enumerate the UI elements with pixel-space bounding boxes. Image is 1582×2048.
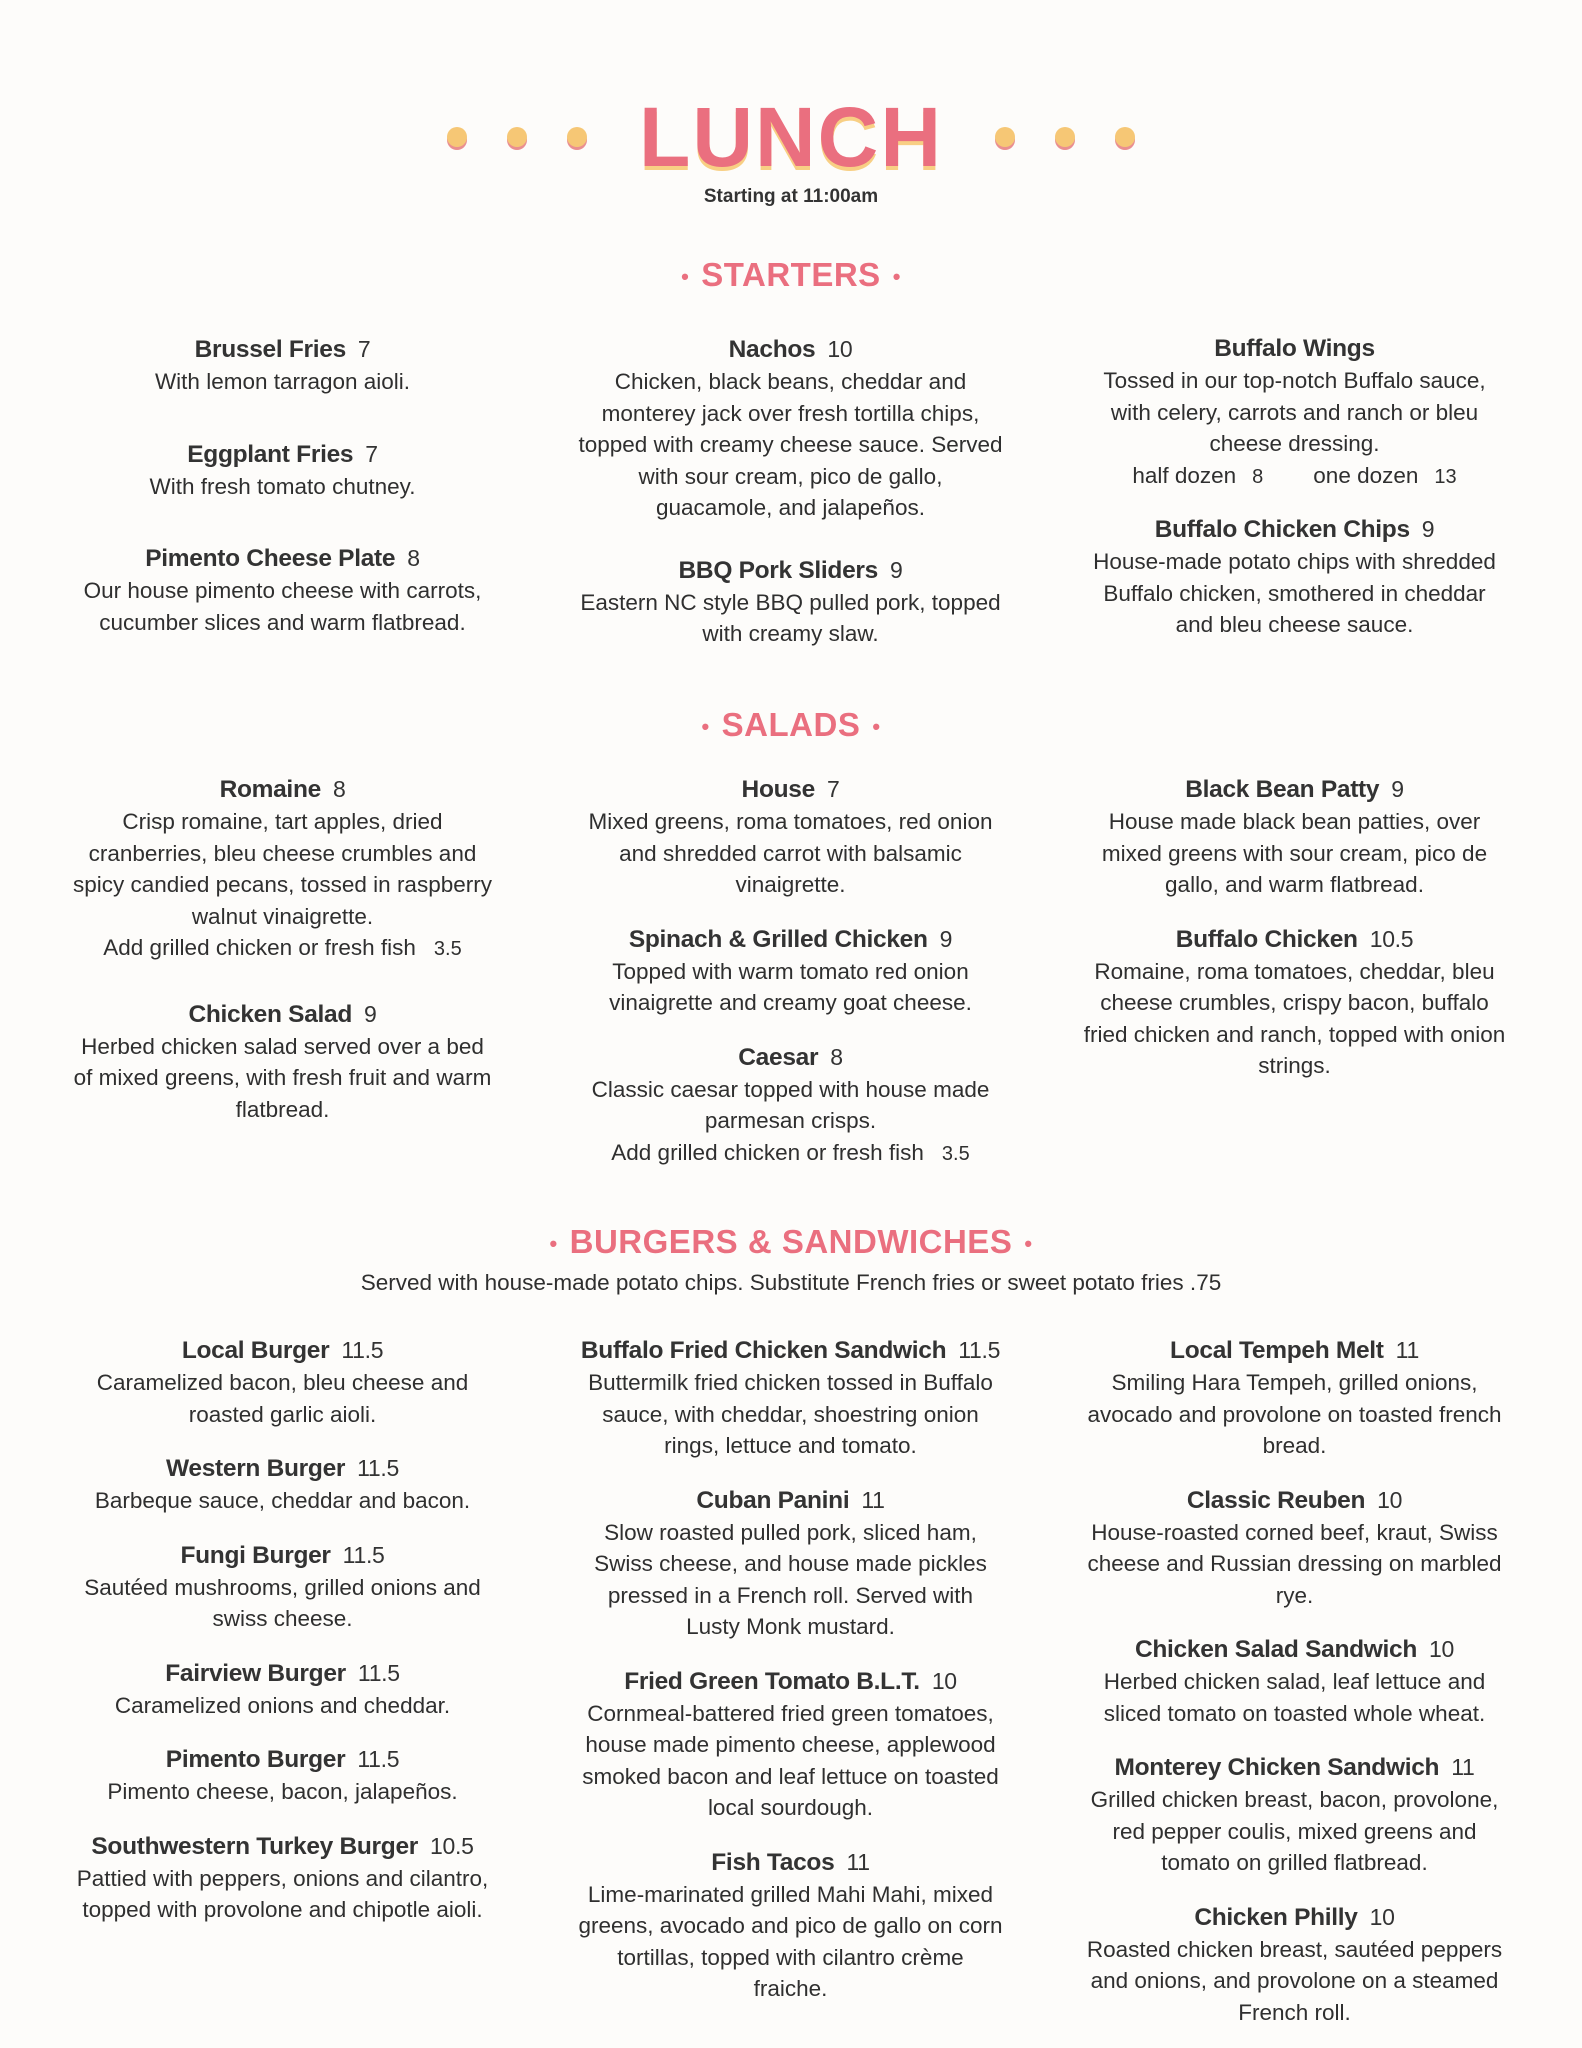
item-price: 10	[931, 1667, 957, 1694]
portion-label: one dozen	[1313, 462, 1419, 488]
item-price: 10	[1369, 1903, 1395, 1930]
item-description: Barbeque sauce, cheddar and bacon.	[94, 1488, 471, 1513]
item-description: Caramelized onions and cheddar.	[114, 1692, 451, 1718]
item-price: 8	[407, 545, 420, 571]
menu-item	[578, 1334, 1003, 1462]
item-price: 10.5	[1369, 925, 1414, 952]
item-description: Sautéed mushrooms, grilled onions and swiss cheese.	[84, 1574, 481, 1631]
item-name: Classic Reuben	[1186, 1486, 1366, 1514]
item-name: Eggplant Fries	[187, 440, 354, 468]
item-name: Southwestern Turkey Burger	[91, 1832, 419, 1860]
item-price: 10.5	[430, 1832, 474, 1859]
menu-item	[1082, 1751, 1507, 1879]
item-price: 7	[357, 336, 371, 362]
menu-item	[578, 333, 1003, 524]
item-price: 9	[939, 925, 953, 952]
item-price: 11.5	[357, 1659, 400, 1686]
menu-item	[70, 542, 495, 638]
item-description: Roasted chicken breast, sautéed peppers and onions, and provolone on a steamed French roll.	[1086, 1936, 1503, 2025]
item-name: Chicken Salad	[188, 1000, 353, 1028]
item-name: BBQ Pork Sliders	[678, 556, 878, 584]
menu-item	[1082, 513, 1507, 641]
item-name: Local Tempeh Melt	[1170, 1337, 1384, 1364]
item-description: Classic caesar topped with house made parmesan crisps.	[591, 1076, 990, 1133]
portion-price: 8	[1252, 465, 1264, 488]
decorative-dot-icon	[995, 127, 1015, 147]
item-description: Mixed greens, roma tomatoes, red onion and shredded carrot with balsamic vinaigrette.	[588, 809, 993, 897]
item-addon: Add grilled chicken or fresh fish 3.5	[611, 1139, 970, 1165]
portion-label: half dozen	[1132, 462, 1237, 488]
menu-item	[1082, 923, 1507, 1082]
item-description: Lime-marinated grilled Mahi Mahi, mixed greens, avocado and pico de gallo on corn tortillas, topped with cilantro crème fraiche.	[578, 1881, 1003, 2001]
menu-item	[1082, 1334, 1507, 1462]
item-price: 10	[827, 336, 853, 362]
starters-middle-column	[578, 333, 1003, 650]
menu-item	[1082, 1633, 1507, 1729]
item-description: With lemon tarragon aioli.	[154, 369, 411, 394]
item-price: 11	[1451, 1754, 1475, 1780]
item-name: Chicken Philly	[1194, 1903, 1358, 1931]
item-name: Pimento Cheese Plate	[145, 545, 396, 572]
menu-item	[1082, 773, 1507, 901]
menu-item	[578, 1041, 1003, 1171]
menu-item	[70, 333, 495, 398]
salads-middle-column	[578, 773, 1003, 1170]
burgers-middle-column	[578, 1334, 1003, 2005]
item-description: Caramelized bacon, bleu cheese and roasted garlic aioli.	[96, 1370, 469, 1427]
item-name: House	[741, 776, 815, 803]
item-description: Pattied with peppers, onions and cilantro, topped with provolone and chipotle aioli.	[76, 1865, 489, 1922]
item-name: Fish Tacos	[711, 1848, 835, 1876]
item-description: Cornmeal-battered fried green tomatoes, house made pimento cheese, applewood smoked bacon and leaf lettuce on toasted local sourdough.	[582, 1700, 999, 1820]
menu-item	[70, 1334, 495, 1430]
item-description: Slow roasted pulled pork, sliced ham, Swiss cheese, and house made pickles pressed in a French roll. Served with Lusty Monk mustard.	[594, 1519, 987, 1639]
burgers-right-column	[1082, 1334, 1507, 2028]
section-note: Served with house-made potato chips. Substitute French fries or sweet potato fries .75	[360, 1270, 1222, 1295]
item-name: Fairview Burger	[165, 1659, 346, 1687]
menu-item	[70, 438, 495, 503]
item-description: House made black bean patties, over mixed greens with sour cream, pico de gallo, and warm flatbread.	[1101, 809, 1488, 897]
item-name: Nachos	[728, 336, 816, 363]
item-description: Crisp romaine, tart apples, dried cranberries, bleu cheese crumbles and spicy candied pecans, tossed in raspberry walnut vinaigrette.	[73, 809, 492, 929]
item-name: Buffalo Chicken	[1175, 925, 1358, 953]
item-description: Chicken, black beans, cheddar and monterey jack over fresh tortilla chips, topped with creamy cheese sauce. Served with sour cream, pico de gallo, guacamole, and jalapeños.	[578, 369, 1003, 520]
item-name: Chicken Salad Sandwich	[1134, 1636, 1418, 1663]
item-price: 9	[1421, 516, 1435, 542]
item-name: Fungi Burger	[180, 1541, 331, 1569]
menu-item	[70, 1743, 495, 1808]
item-price: 8	[830, 1043, 843, 1070]
menu-item	[70, 773, 495, 966]
decorative-dot-icon	[447, 127, 467, 147]
item-price: 11.5	[342, 1541, 385, 1568]
wing-portions	[1082, 460, 1507, 494]
item-description: Grilled chicken breast, bacon, provolone, red pepper coulis, mixed greens and tomato on grilled flatbread.	[1090, 1787, 1499, 1875]
item-price: 11	[861, 1486, 885, 1513]
menu-item	[1082, 1484, 1507, 1612]
item-description: House-made potato chips with shredded Buffalo chicken, smothered in cheddar and bleu cheese sauce.	[1093, 549, 1496, 637]
menu-item	[578, 1846, 1003, 2005]
item-description: Topped with warm tomato red onion vinaigrette and creamy goat cheese.	[609, 958, 972, 1015]
item-description: House-roasted corned beef, kraut, Swiss cheese and Russian dressing on marbled rye.	[1087, 1519, 1502, 1608]
item-description: Herbed chicken salad served over a bed of mixed greens, with fresh fruit and warm flatbread.	[73, 1033, 492, 1122]
section-heading-salads: • SALADS •	[701, 706, 881, 743]
item-price: 11.5	[357, 1746, 400, 1772]
item-name: Black Bean Patty	[1185, 776, 1380, 803]
item-name: Fried Green Tomato B.L.T.	[624, 1667, 920, 1695]
burgers-left-column	[70, 1334, 495, 1926]
item-price: 9	[1391, 776, 1404, 802]
item-name: Spinach & Grilled Chicken	[628, 925, 928, 953]
item-description: With fresh tomato chutney.	[149, 473, 416, 499]
item-price: 11.5	[958, 1337, 1001, 1363]
section-heading-starters: • STARTERS •	[681, 256, 901, 293]
title-row	[0, 92, 1582, 182]
item-price: 11.5	[357, 1455, 399, 1481]
start-time: Starting at 11:00am	[703, 186, 879, 207]
item-name: Cuban Panini	[696, 1486, 850, 1514]
menu-item	[1082, 333, 1507, 493]
item-name: Buffalo Fried Chicken Sandwich	[580, 1337, 947, 1364]
menu-item	[578, 1484, 1003, 1643]
portion-price: 13	[1434, 465, 1457, 488]
item-price: 8	[332, 776, 346, 802]
menu-item	[70, 998, 495, 1126]
item-description: Buttermilk fried chicken tossed in Buffalo sauce, with cheddar, shoestring onion rings, lettuce and tomato.	[588, 1370, 993, 1458]
menu-item	[578, 554, 1003, 650]
salads-right-column	[1082, 773, 1507, 1082]
starters-right-column	[1082, 333, 1507, 641]
menu-item	[70, 1452, 495, 1517]
item-price: 11	[846, 1848, 870, 1875]
item-name: Western Burger	[165, 1455, 346, 1482]
menu-item	[578, 1665, 1003, 1824]
decorative-dot-icon	[567, 127, 587, 147]
item-description: Romaine, roma tomatoes, cheddar, bleu cheese crumbles, crispy bacon, buffalo fried chicken and ranch, topped with onion strings.	[1083, 958, 1506, 1078]
item-addon: Add grilled chicken or fresh fish 3.5	[103, 935, 462, 960]
item-price: 9	[364, 1000, 377, 1027]
item-description: Smiling Hara Tempeh, grilled onions, avocado and provolone on toasted french bread.	[1087, 1370, 1502, 1458]
decorative-dot-icon	[507, 127, 527, 147]
section-heading-burgers: • BURGERS & SANDWICHES •	[549, 1223, 1033, 1260]
item-price: 11.5	[341, 1337, 384, 1363]
item-price: 7	[826, 776, 840, 802]
decorative-dot-icon	[1115, 127, 1135, 147]
menu-item	[578, 923, 1003, 1019]
item-price: 10	[1377, 1486, 1403, 1513]
item-description: Tossed in our top-notch Buffalo sauce, with celery, carrots and ranch or bleu cheese dressing.	[1103, 368, 1486, 456]
item-description: Pimento cheese, bacon, jalapeños.	[107, 1779, 458, 1804]
item-name: Romaine	[219, 776, 321, 803]
item-name: Buffalo Chicken Chips	[1154, 516, 1410, 543]
item-name: Monterey Chicken Sandwich	[1114, 1754, 1440, 1781]
item-name: Buffalo Wings	[1214, 335, 1375, 362]
item-name: Brussel Fries	[194, 336, 346, 363]
item-price: 7	[365, 440, 378, 467]
item-price: 10	[1429, 1636, 1455, 1662]
decorative-dot-icon	[1055, 127, 1075, 147]
starters-left-column	[70, 333, 495, 638]
salads-left-column	[70, 773, 495, 1125]
menu-item	[578, 773, 1003, 901]
item-description: Herbed chicken salad, leaf lettuce and sliced tomato on toasted whole wheat.	[1103, 1669, 1486, 1726]
item-price: 9	[889, 556, 903, 583]
item-description: Eastern NC style BBQ pulled pork, topped with creamy slaw.	[580, 589, 1001, 646]
menu-item	[70, 1657, 495, 1722]
menu-item	[70, 1539, 495, 1635]
menu-item	[70, 1830, 495, 1926]
menu-item	[1082, 1901, 1507, 2029]
item-price: 11	[1395, 1337, 1419, 1363]
item-name: Local Burger	[181, 1337, 330, 1364]
item-name: Pimento Burger	[165, 1746, 346, 1773]
page-title: LUNCH	[639, 90, 943, 184]
item-description: Our house pimento cheese with carrots, cucumber slices and warm flatbread.	[83, 578, 482, 635]
item-name: Caesar	[738, 1043, 819, 1071]
